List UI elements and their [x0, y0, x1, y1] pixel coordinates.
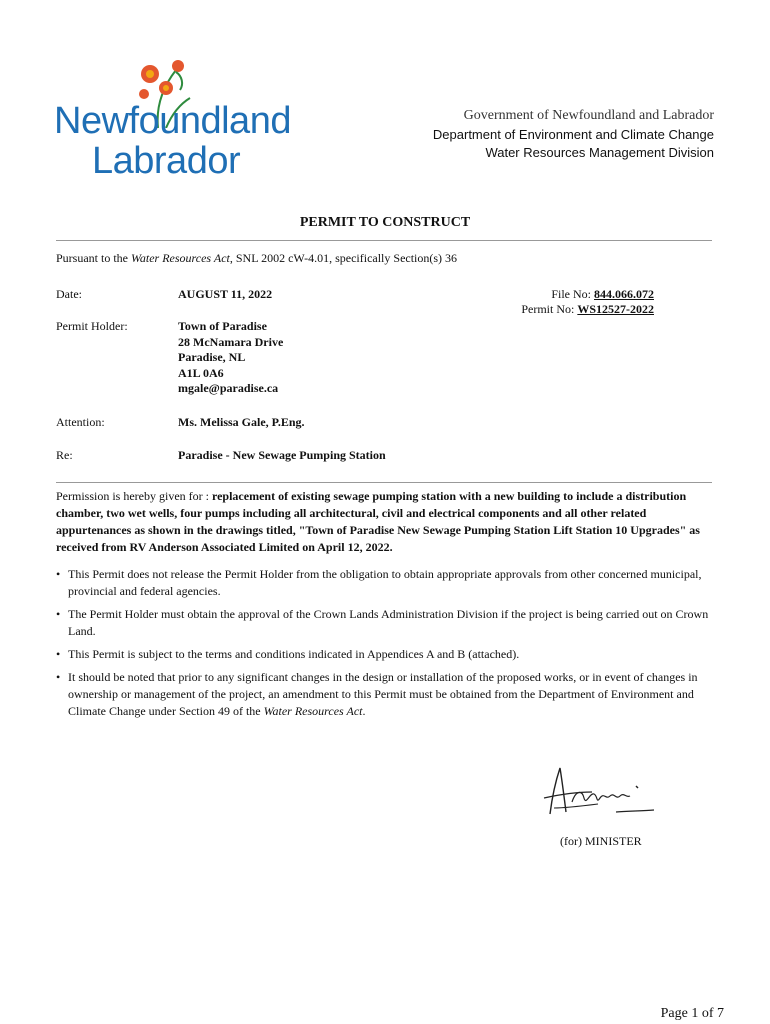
- division-name: Water Resources Management Division: [485, 145, 714, 160]
- pursuant-act: Water Resources Act: [131, 251, 230, 265]
- holder-email: mgale@paradise.ca: [178, 381, 279, 395]
- file-number: [551, 287, 654, 302]
- attention-label: Attention:: [56, 415, 105, 429]
- list-item: • This Permit does not release the Permit Holder from the obligation to obtain appropriate approvals from other concerned municipal, provincial and federal agencies.: [56, 566, 712, 600]
- logo-line-2: Labrador: [92, 140, 241, 182]
- nl-logo: [54, 58, 291, 182]
- divider-top: [56, 240, 712, 241]
- pursuant-suffix: , SNL 2002 cW-4.01, specifically Section(s) 36: [229, 251, 458, 265]
- permit-number: [521, 302, 654, 317]
- attention-value: Ms. Melissa Gale, P.Eng.: [178, 415, 305, 429]
- holder-label: Permit Holder:: [56, 319, 128, 333]
- re-label: Re:: [56, 448, 73, 462]
- pursuant-line: [56, 251, 457, 266]
- minister-signature: [532, 762, 662, 822]
- permission-paragraph: [56, 488, 712, 556]
- bullet-4-suffix: .: [362, 704, 366, 718]
- department-name: Department of Environment and Climate Change: [432, 127, 714, 142]
- file-no-label: File No:: [551, 287, 594, 301]
- logo-line-1: Newfoundland: [54, 100, 291, 142]
- bullet-4-prefix: It should be noted that prior to any significant changes in the design or installation of the proposed works, or in event of changes in ownership or management of the project, an amendment to this Permit must be obtained from the Department of Environment and Climate Change under Section 49 of the: [68, 670, 698, 718]
- holder-line: Paradise, NL: [178, 350, 246, 364]
- list-item: • The Permit Holder must obtain the approval of the Crown Lands Administration Division if the project is being carried out on Crown Land.: [56, 606, 712, 640]
- date-value: AUGUST 11, 2022: [178, 287, 273, 301]
- permit-no-label: Permit No:: [521, 302, 578, 316]
- bullet-4-act: Water Resources Act: [263, 704, 363, 718]
- permission-prefix: Permission is hereby given for :: [56, 489, 212, 503]
- holder-line: 28 McNamara Drive: [178, 334, 284, 349]
- holder-line: A1L 0A6: [178, 365, 224, 380]
- page-number: Page 1 of 7: [660, 1006, 724, 1021]
- permit-no-value: WS12527-2022: [577, 302, 654, 316]
- re-value: Paradise - New Sewage Pumping Station: [178, 448, 386, 462]
- conditions-list: [56, 566, 712, 726]
- date-label: Date:: [56, 287, 82, 301]
- government-header: [433, 108, 714, 160]
- divider-middle: [56, 482, 712, 483]
- page-title: PERMIT TO CONSTRUCT: [299, 215, 471, 230]
- government-name: Government of Newfoundland and Labrador: [463, 108, 714, 123]
- holder-address: [178, 319, 283, 397]
- file-no-value: 844.066.072: [594, 287, 654, 301]
- signature-caption: (for) MINISTER: [560, 834, 642, 848]
- holder-line: Town of Paradise: [178, 319, 267, 333]
- permission-body: replacement of existing sewage pumping station with a new building to include a distribution chamber, two wet wells, four pumps including all architectural, civil and electrical components and all other related appurtenances as shown in the drawings titled, "Town of Paradise New Sewage Pumping Station Lift Station 10 Upgrades" as received from RV Anderson Associated Limited on April 12, 2022.: [56, 489, 700, 554]
- pursuant-prefix: Pursuant to the: [56, 251, 131, 265]
- list-item: • This Permit is subject to the terms and conditions indicated in Appendices A and B (attached).: [56, 646, 712, 663]
- list-item: [56, 669, 712, 720]
